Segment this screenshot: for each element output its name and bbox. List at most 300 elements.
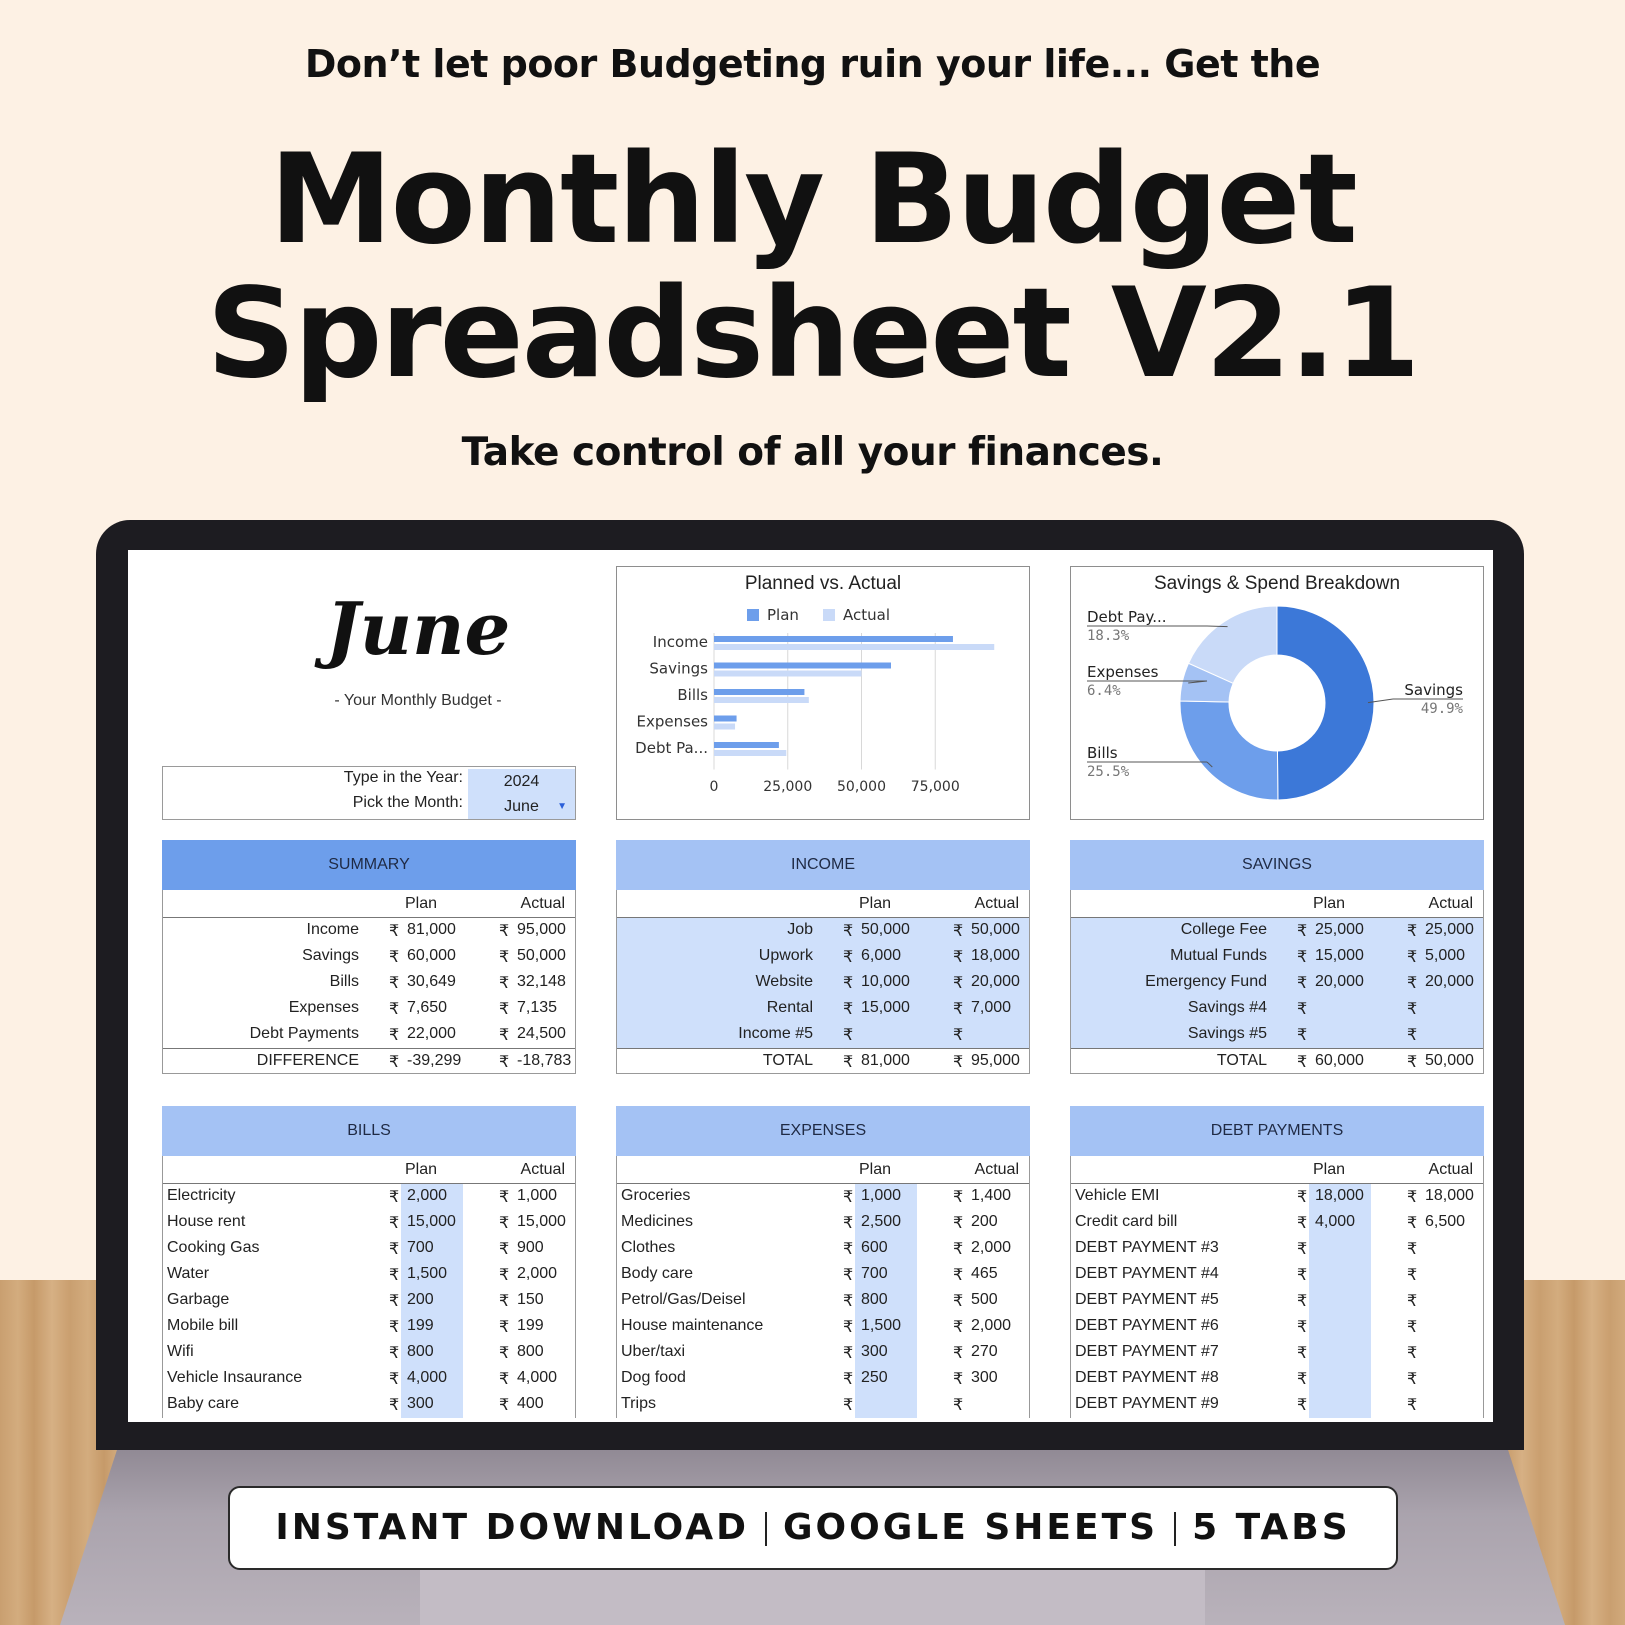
- currency-symbol: ₹: [389, 1189, 400, 1206]
- actual-cell[interactable]: 15,000: [517, 1213, 566, 1230]
- currency-symbol: ₹: [953, 1397, 964, 1414]
- month-subtitle: - Your Monthly Budget -: [334, 692, 502, 709]
- currency-symbol: ₹: [953, 1241, 964, 1258]
- bar-plan-3: [714, 716, 737, 722]
- table-row: [1071, 1210, 1483, 1236]
- table-row: [1071, 1314, 1483, 1340]
- plan-column-header: Plan: [1313, 1161, 1346, 1178]
- plan-column-header: Plan: [859, 895, 892, 912]
- row-label: Dog food: [621, 1369, 686, 1386]
- tagline: Don’t let poor Budgeting ruin your life... Get the: [304, 42, 1321, 86]
- actual-cell[interactable]: 32,148: [517, 973, 566, 990]
- bar-plan-0: [714, 636, 953, 642]
- currency-symbol: ₹: [953, 1027, 964, 1044]
- currency-symbol: ₹: [953, 1215, 964, 1232]
- plan-cell[interactable]: 4,000: [1315, 1213, 1356, 1230]
- plan-cell[interactable]: 200: [407, 1291, 434, 1308]
- income-body: [616, 890, 1030, 1074]
- currency-symbol: ₹: [499, 949, 510, 966]
- plan-cell[interactable]: 2,500: [861, 1213, 902, 1230]
- table-row: [1071, 1340, 1483, 1366]
- bar-actual-4: [714, 750, 786, 756]
- slice-label: Savings: [1404, 681, 1463, 699]
- plan-cell[interactable]: 25,000: [1315, 921, 1364, 938]
- row-label: DEBT PAYMENT #9: [1075, 1395, 1219, 1412]
- plan-cell[interactable]: 50,000: [861, 921, 910, 938]
- actual-column-header: Actual: [520, 1161, 565, 1178]
- banner-divider: [765, 1512, 767, 1546]
- currency-symbol: ₹: [1407, 1189, 1418, 1206]
- row-label: Savings: [302, 947, 359, 964]
- table-row: [1071, 918, 1483, 944]
- plan-cell[interactable]: 1,000: [861, 1187, 902, 1204]
- x-tick-label: 0: [709, 779, 719, 795]
- actual-cell[interactable]: 500: [971, 1291, 998, 1308]
- table-row: [163, 1184, 575, 1210]
- actual-column-header: Actual: [520, 895, 565, 912]
- slice-label: Expenses: [1087, 663, 1159, 681]
- currency-symbol: ₹: [843, 1371, 854, 1388]
- table-row: [1071, 970, 1483, 996]
- currency-symbol: ₹: [1407, 923, 1418, 940]
- actual-column-header: Actual: [1428, 895, 1473, 912]
- donut-chart-canvas: [1071, 567, 1483, 819]
- debt-column-headers: [1071, 1156, 1483, 1184]
- currency-symbol: ₹: [843, 1319, 854, 1336]
- table-row: [1071, 1236, 1483, 1262]
- actual-cell[interactable]: 50,000: [971, 921, 1020, 938]
- plan-cell[interactable]: 4,000: [407, 1369, 448, 1386]
- row-label: Savings #5: [1187, 1025, 1267, 1042]
- income-table: [616, 840, 1030, 1074]
- actual-cell[interactable]: 25,000: [1425, 921, 1474, 938]
- legend-swatch-plan: [747, 609, 759, 621]
- x-tick-label: 75,000: [910, 779, 960, 795]
- product-title-line1: Monthly Budget: [269, 128, 1356, 272]
- expenses-body: [616, 1156, 1030, 1418]
- actual-cell[interactable]: 200: [971, 1213, 998, 1230]
- actual-cell[interactable]: 465: [971, 1265, 998, 1282]
- summary-column-headers: [163, 890, 575, 918]
- currency-symbol: ₹: [499, 1345, 510, 1362]
- currency-symbol: ₹: [1407, 1267, 1418, 1284]
- currency-symbol: ₹: [1407, 975, 1418, 992]
- row-label: Mobile bill: [167, 1317, 239, 1334]
- currency-symbol: ₹: [389, 1001, 400, 1018]
- actual-cell[interactable]: 2,000: [517, 1265, 558, 1282]
- plan-cell[interactable]: 600: [861, 1239, 888, 1256]
- bills-column-headers: [163, 1156, 575, 1184]
- currency-symbol: ₹: [953, 1319, 964, 1336]
- table-row: [617, 996, 1029, 1022]
- slice-percent: 25.5%: [1087, 764, 1130, 780]
- plan-cell[interactable]: 800: [407, 1343, 434, 1360]
- table-row: [163, 1236, 575, 1262]
- currency-symbol: ₹: [1297, 1215, 1308, 1232]
- bills-header: BILLS: [162, 1106, 576, 1156]
- currency-symbol: ₹: [1297, 1189, 1308, 1206]
- currency-symbol: ₹: [499, 1001, 510, 1018]
- currency-symbol: ₹: [953, 1054, 964, 1071]
- currency-symbol: ₹: [389, 1371, 400, 1388]
- currency-symbol: ₹: [499, 1371, 510, 1388]
- legend-label: Plan: [767, 606, 799, 624]
- table-row: [1071, 1392, 1483, 1418]
- plan-cell[interactable]: 20,000: [1315, 973, 1364, 990]
- currency-symbol: ₹: [389, 1215, 400, 1232]
- category-label: Income: [652, 633, 708, 651]
- row-label: Emergency Fund: [1145, 973, 1267, 990]
- actual-cell[interactable]: 50,000: [1425, 1052, 1474, 1069]
- date-picker: [162, 766, 576, 820]
- row-label: Petrol/Gas/Deisel: [621, 1291, 746, 1308]
- category-label: Debt Pa...: [635, 739, 708, 757]
- plan-column-header: Plan: [405, 895, 438, 912]
- savings-spend-chart: [1070, 566, 1484, 820]
- plan-cell[interactable]: 18,000: [1315, 1187, 1364, 1204]
- plan-cell[interactable]: 1,500: [861, 1317, 902, 1334]
- actual-cell[interactable]: 7,135: [517, 999, 558, 1016]
- plan-cell[interactable]: 300: [861, 1343, 888, 1360]
- bar-chart-title: Planned vs. Actual: [744, 573, 902, 594]
- currency-symbol: ₹: [1407, 1345, 1418, 1362]
- actual-cell[interactable]: 7,000: [971, 999, 1012, 1016]
- plan-cell[interactable]: 6,000: [861, 947, 902, 964]
- actual-cell[interactable]: 1,000: [517, 1187, 558, 1204]
- currency-symbol: ₹: [1297, 1319, 1308, 1336]
- row-label: Income: [306, 921, 359, 938]
- row-label: DEBT PAYMENT #6: [1075, 1317, 1219, 1334]
- currency-symbol: ₹: [953, 1345, 964, 1362]
- row-label: Credit card bill: [1075, 1213, 1178, 1230]
- year-row: [163, 769, 575, 794]
- plan-cell[interactable]: 15,000: [407, 1213, 456, 1230]
- row-label: Electricity: [167, 1187, 236, 1204]
- currency-symbol: ₹: [1297, 949, 1308, 966]
- currency-symbol: ₹: [389, 1319, 400, 1336]
- actual-cell[interactable]: 50,000: [517, 947, 566, 964]
- currency-symbol: ₹: [1407, 1027, 1418, 1044]
- row-label: Groceries: [621, 1187, 691, 1204]
- bills-body: [162, 1156, 576, 1418]
- plan-cell[interactable]: 60,000: [407, 947, 456, 964]
- plan-cell[interactable]: 15,000: [861, 999, 910, 1016]
- row-label: DEBT PAYMENT #7: [1075, 1343, 1219, 1360]
- actual-cell[interactable]: 20,000: [971, 973, 1020, 990]
- row-label: Medicines: [621, 1213, 694, 1230]
- plan-cell[interactable]: 700: [407, 1239, 434, 1256]
- row-label: Debt Payments: [249, 1025, 359, 1042]
- row-label: Bills: [329, 973, 359, 990]
- bar-actual-0: [714, 644, 994, 650]
- actual-cell[interactable]: 4,000: [517, 1369, 558, 1386]
- row-label: House rent: [167, 1213, 246, 1230]
- plan-cell[interactable]: 15,000: [1315, 947, 1364, 964]
- row-label: Water: [167, 1265, 210, 1282]
- actual-cell[interactable]: 95,000: [517, 921, 566, 938]
- leader-line: [1207, 626, 1228, 627]
- row-label: Website: [755, 973, 813, 990]
- savings-column-headers: [1071, 890, 1483, 918]
- table-row: [617, 1288, 1029, 1314]
- row-label: House maintenance: [621, 1317, 764, 1334]
- currency-symbol: ₹: [389, 1027, 400, 1044]
- currency-symbol: ₹: [843, 1397, 854, 1414]
- bills-table: [162, 1106, 576, 1418]
- income-total-row: [617, 1048, 1029, 1074]
- table-row: [163, 1262, 575, 1288]
- dropdown-arrow-icon[interactable]: ▼: [557, 801, 567, 812]
- currency-symbol: ₹: [389, 1241, 400, 1258]
- actual-cell[interactable]: 18,000: [1425, 1187, 1474, 1204]
- table-row: [163, 970, 575, 996]
- actual-cell[interactable]: 18,000: [971, 947, 1020, 964]
- currency-symbol: ₹: [953, 1189, 964, 1206]
- month-label: Pick the Month:: [352, 794, 463, 811]
- currency-symbol: ₹: [843, 975, 854, 992]
- currency-symbol: ₹: [1407, 1215, 1418, 1232]
- currency-symbol: ₹: [389, 1397, 400, 1414]
- actual-cell[interactable]: 900: [517, 1239, 544, 1256]
- summary-header: SUMMARY: [162, 840, 576, 890]
- donut-slice-1: [1180, 701, 1278, 800]
- currency-symbol: ₹: [843, 923, 854, 940]
- currency-symbol: ₹: [1297, 923, 1308, 940]
- currency-symbol: ₹: [1297, 1345, 1308, 1362]
- table-row: [1071, 1022, 1483, 1048]
- plan-cell[interactable]: 1,500: [407, 1265, 448, 1282]
- currency-symbol: ₹: [843, 1241, 854, 1258]
- plan-cell[interactable]: 800: [861, 1291, 888, 1308]
- income-column-headers: [617, 890, 1029, 918]
- row-label: DIFFERENCE: [256, 1052, 359, 1069]
- currency-symbol: ₹: [843, 1293, 854, 1310]
- row-label: Vehicle EMI: [1075, 1187, 1160, 1204]
- row-label: Uber/taxi: [621, 1343, 686, 1360]
- currency-symbol: ₹: [499, 1267, 510, 1284]
- actual-column-header: Actual: [974, 1161, 1019, 1178]
- plan-column-header: Plan: [859, 1161, 892, 1178]
- currency-symbol: ₹: [499, 1397, 510, 1414]
- currency-symbol: ₹: [499, 1215, 510, 1232]
- table-row: [163, 1314, 575, 1340]
- row-label: Income #5: [738, 1025, 813, 1042]
- summary-total-row: [163, 1048, 575, 1074]
- month-select-value: June: [504, 798, 539, 815]
- banner-divider: [1174, 1512, 1176, 1546]
- product-title-line2: Spreadsheet V2.1: [206, 262, 1419, 406]
- currency-symbol: ₹: [953, 923, 964, 940]
- currency-symbol: ₹: [953, 949, 964, 966]
- bar-chart-canvas: [617, 567, 1029, 819]
- plan-cell[interactable]: -39,299: [407, 1052, 462, 1069]
- currency-symbol: ₹: [843, 1215, 854, 1232]
- plan-column-header: Plan: [1313, 895, 1346, 912]
- currency-symbol: ₹: [843, 1267, 854, 1284]
- donut-slice-0: [1277, 606, 1374, 800]
- income-header: INCOME: [616, 840, 1030, 890]
- plan-cell[interactable]: 60,000: [1315, 1052, 1364, 1069]
- table-row: [617, 1184, 1029, 1210]
- table-row: [163, 1210, 575, 1236]
- currency-symbol: ₹: [953, 975, 964, 992]
- plan-column-header: Plan: [405, 1161, 438, 1178]
- row-label: Garbage: [167, 1291, 230, 1308]
- actual-column-header: Actual: [974, 895, 1019, 912]
- row-label: Body care: [621, 1265, 694, 1282]
- row-label: Trips: [621, 1395, 656, 1412]
- currency-symbol: ₹: [1297, 1001, 1308, 1018]
- slice-percent: 6.4%: [1087, 683, 1121, 699]
- donut-chart-title: Savings & Spend Breakdown: [1153, 573, 1401, 594]
- currency-symbol: ₹: [1407, 1397, 1418, 1414]
- summary-body: [162, 890, 576, 1074]
- bar-plan-1: [714, 663, 891, 669]
- plan-cell[interactable]: 300: [407, 1395, 434, 1412]
- currency-symbol: ₹: [843, 1189, 854, 1206]
- actual-cell[interactable]: 24,500: [517, 1025, 566, 1042]
- actual-cell[interactable]: 2,000: [971, 1317, 1012, 1334]
- table-row: [617, 944, 1029, 970]
- currency-symbol: ₹: [953, 1293, 964, 1310]
- actual-cell[interactable]: 2,000: [971, 1239, 1012, 1256]
- actual-cell[interactable]: 150: [517, 1291, 544, 1308]
- savings-total-row: [1071, 1048, 1483, 1074]
- legend-label: Actual: [843, 606, 890, 624]
- actual-cell[interactable]: 20,000: [1425, 973, 1474, 990]
- debt-header: DEBT PAYMENTS: [1070, 1106, 1484, 1156]
- banner-google-sheets: GOOGLE SHEETS: [782, 1507, 1159, 1548]
- plan-cell[interactable]: 199: [407, 1317, 434, 1334]
- actual-cell[interactable]: -18,783: [517, 1052, 572, 1069]
- table-row: [1071, 1262, 1483, 1288]
- currency-symbol: ₹: [499, 975, 510, 992]
- debt-body: [1070, 1156, 1484, 1418]
- year-input[interactable]: 2024: [468, 769, 575, 794]
- actual-cell[interactable]: 270: [971, 1343, 998, 1360]
- plan-cell[interactable]: 22,000: [407, 1025, 456, 1042]
- table-row: [1071, 1366, 1483, 1392]
- row-label: College Fee: [1180, 921, 1267, 938]
- currency-symbol: ₹: [953, 1001, 964, 1018]
- currency-symbol: ₹: [389, 1054, 400, 1071]
- plan-cell[interactable]: 81,000: [407, 921, 456, 938]
- plan-cell[interactable]: 250: [861, 1369, 888, 1386]
- planned-vs-actual-chart: [616, 566, 1030, 820]
- row-label: DEBT PAYMENT #3: [1075, 1239, 1219, 1256]
- actual-cell[interactable]: 400: [517, 1395, 544, 1412]
- currency-symbol: ₹: [499, 1189, 510, 1206]
- table-row: [617, 970, 1029, 996]
- slice-percent: 49.9%: [1420, 701, 1463, 717]
- currency-symbol: ₹: [389, 1293, 400, 1310]
- row-label: Upwork: [758, 947, 813, 964]
- plan-cell[interactable]: 10,000: [861, 973, 910, 990]
- x-tick-label: 50,000: [837, 779, 886, 795]
- actual-cell[interactable]: 6,500: [1425, 1213, 1466, 1230]
- table-row: [617, 1210, 1029, 1236]
- currency-symbol: ₹: [1297, 1293, 1308, 1310]
- currency-symbol: ₹: [843, 1001, 854, 1018]
- table-row: [617, 1392, 1029, 1418]
- currency-symbol: ₹: [389, 949, 400, 966]
- legend-swatch-actual: [823, 609, 835, 621]
- currency-symbol: ₹: [389, 1345, 400, 1362]
- table-row: [163, 1392, 575, 1418]
- table-row: [617, 1366, 1029, 1392]
- bar-actual-2: [714, 697, 809, 703]
- row-label: DEBT PAYMENT #8: [1075, 1369, 1219, 1386]
- actual-cell[interactable]: 800: [517, 1343, 544, 1360]
- category-label: Savings: [649, 659, 708, 678]
- currency-symbol: ₹: [1297, 1397, 1308, 1414]
- currency-symbol: ₹: [843, 1345, 854, 1362]
- actual-cell[interactable]: 199: [517, 1317, 544, 1334]
- actual-cell[interactable]: 5,000: [1425, 947, 1466, 964]
- table-row: [1071, 1288, 1483, 1314]
- slice-label: Debt Pay...: [1087, 608, 1167, 626]
- row-label: Job: [787, 921, 813, 938]
- plan-cell[interactable]: 700: [861, 1265, 888, 1282]
- category-label: Expenses: [636, 712, 708, 731]
- row-label: DEBT PAYMENT #5: [1075, 1291, 1219, 1308]
- actual-cell[interactable]: 95,000: [971, 1052, 1020, 1069]
- currency-symbol: ₹: [499, 923, 510, 940]
- table-row: [617, 1236, 1029, 1262]
- table-row: [1071, 996, 1483, 1022]
- currency-symbol: ₹: [1297, 1054, 1308, 1071]
- slice-percent: 18.3%: [1087, 628, 1130, 644]
- month-select[interactable]: [468, 794, 575, 819]
- plan-cell[interactable]: 2,000: [407, 1187, 448, 1204]
- row-label: Vehicle Insaurance: [167, 1369, 303, 1386]
- expenses-header: EXPENSES: [616, 1106, 1030, 1156]
- row-label: Clothes: [621, 1239, 676, 1256]
- banner-tabs-count: 5 TABS: [1192, 1507, 1351, 1548]
- plan-cell[interactable]: 81,000: [861, 1052, 910, 1069]
- currency-symbol: ₹: [389, 975, 400, 992]
- expenses-column-headers: [617, 1156, 1029, 1184]
- currency-symbol: ₹: [389, 923, 400, 940]
- currency-symbol: ₹: [843, 1054, 854, 1071]
- currency-symbol: ₹: [1407, 1319, 1418, 1336]
- plan-cell[interactable]: 7,650: [407, 999, 448, 1016]
- actual-cell[interactable]: 1,400: [971, 1187, 1012, 1204]
- currency-symbol: ₹: [953, 1371, 964, 1388]
- currency-symbol: ₹: [1297, 1371, 1308, 1388]
- table-row: [163, 1288, 575, 1314]
- table-row: [617, 1262, 1029, 1288]
- month-row: [163, 794, 575, 819]
- actual-cell[interactable]: 300: [971, 1369, 998, 1386]
- plan-cell[interactable]: 30,649: [407, 973, 456, 990]
- row-label: Wifi: [167, 1343, 194, 1360]
- spreadsheet-screen: [128, 550, 1493, 1422]
- bar-plan-2: [714, 689, 804, 695]
- currency-symbol: ₹: [499, 1293, 510, 1310]
- product-subtitle: Take control of all your finances.: [461, 430, 1164, 475]
- table-row: [163, 996, 575, 1022]
- currency-symbol: ₹: [499, 1054, 510, 1071]
- table-row: [1071, 1184, 1483, 1210]
- currency-symbol: ₹: [1297, 1027, 1308, 1044]
- row-label: Rental: [766, 999, 813, 1016]
- row-label: Mutual Funds: [1170, 947, 1267, 964]
- table-row: [163, 1366, 575, 1392]
- currency-symbol: ₹: [1297, 975, 1308, 992]
- year-label: Type in the Year:: [343, 769, 463, 786]
- table-row: [617, 1314, 1029, 1340]
